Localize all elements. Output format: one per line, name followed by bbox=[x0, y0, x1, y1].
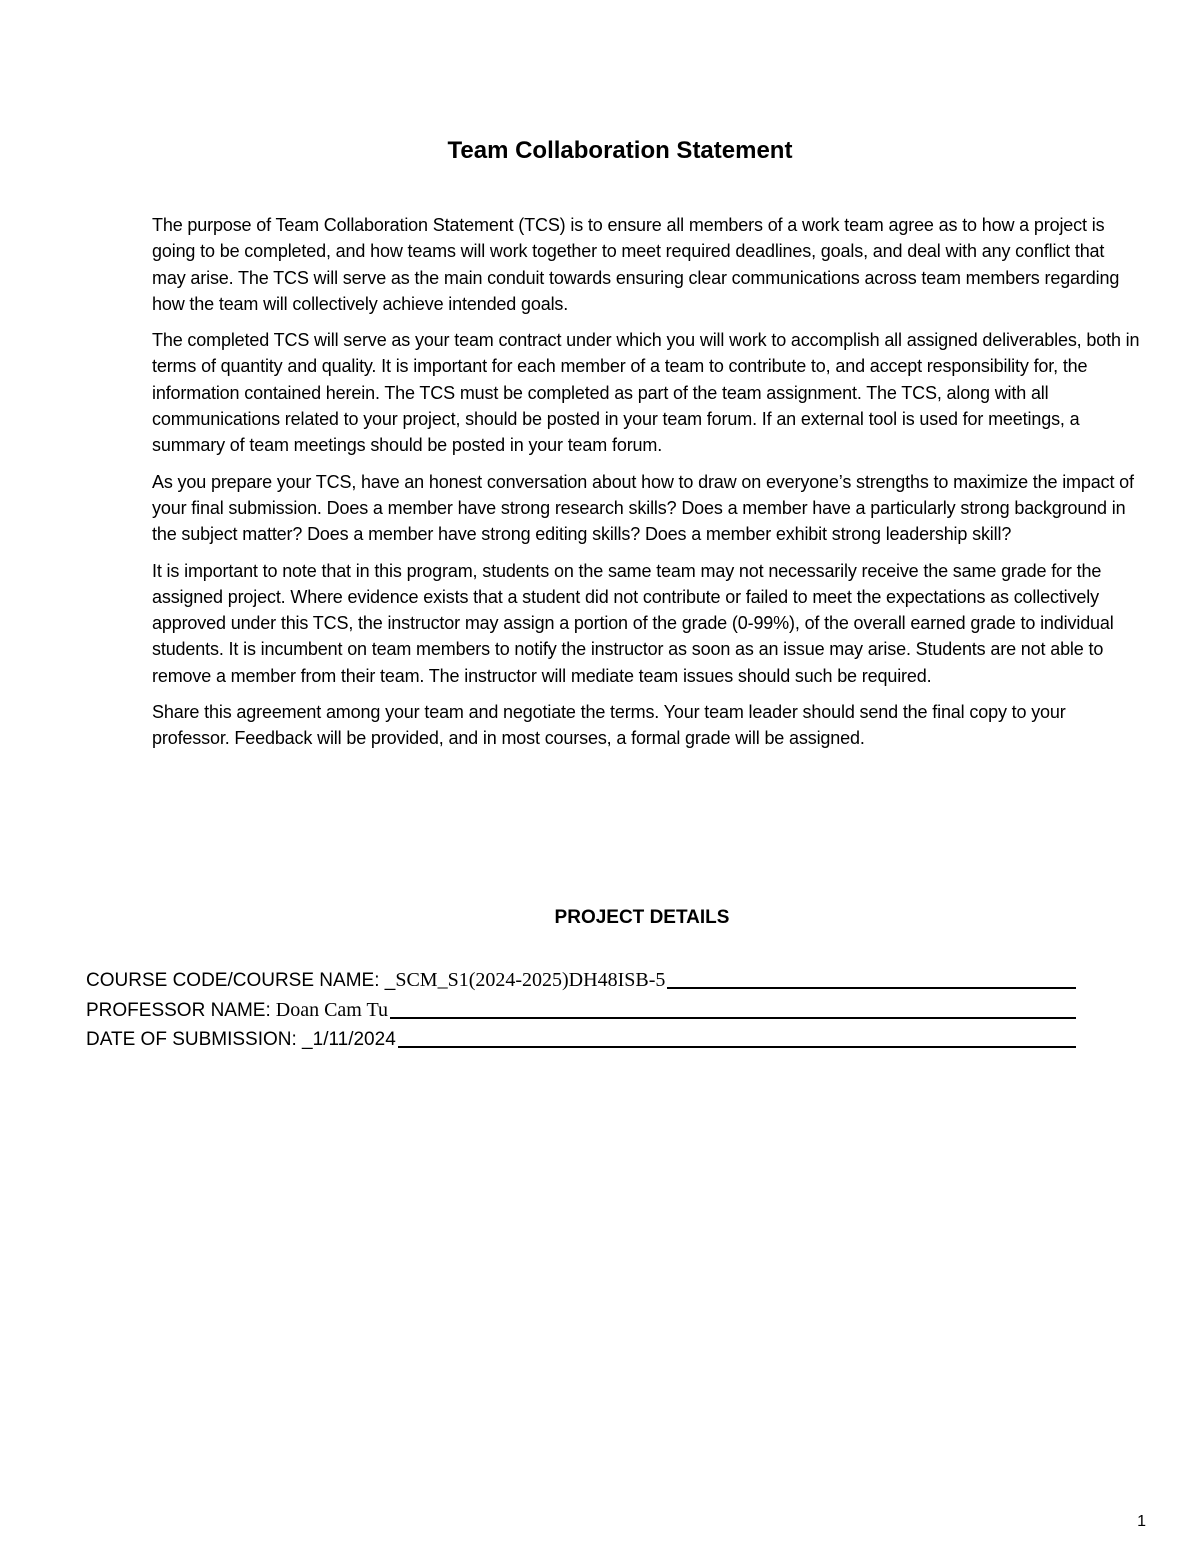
project-details-heading: PROJECT DETAILS bbox=[554, 907, 730, 928]
course-row bbox=[86, 965, 1076, 995]
course-value: SCM_S1(2024-2025)DH48ISB-5 bbox=[395, 969, 666, 991]
body-text bbox=[152, 212, 1142, 762]
date-label: DATE OF SUBMISSION: _ bbox=[86, 1029, 313, 1050]
date-value: 1/11/2024 bbox=[312, 1029, 396, 1050]
paragraph-purpose: The purpose of Team Collaboration Statement (TCS) is to ensure all members of a work team agree as to how a project is going to be completed, and how teams will work together to meet required deadlines, goals, and deal with any conflict that may arise. The TCS will serve as the main conduit towards ensuring clear communications across team members regarding how the team will collectively achieve intended goals. bbox=[152, 215, 1120, 314]
date-fill-line bbox=[398, 1046, 1076, 1048]
page-number: 1 bbox=[1137, 1513, 1146, 1530]
project-details bbox=[86, 965, 1076, 1055]
professor-fill-line bbox=[390, 1017, 1076, 1019]
course-label: COURSE CODE/COURSE NAME: _ bbox=[86, 970, 396, 991]
paragraph-strengths: As you prepare your TCS, have an honest conversation about how to draw on everyone’s strengths to maximize the impact of your final submission. Does a member have strong research skills? Does a member have a particularly strong background in the subject matter? Does a member have strong editing skills? Does a member exhibit strong leadership skill? bbox=[152, 471, 1134, 545]
professor-row bbox=[86, 995, 1076, 1025]
professor-label: PROFESSOR NAME: bbox=[86, 1000, 271, 1021]
paragraph-contract: The completed TCS will serve as your team contract under which you will work to accomplish all assigned deliverables, both in terms of quantity and quality. It is important for each member of a team to contribute to, and accept responsibility for, the information contained herein. The TCS must be completed as part of the team assignment. The TCS, along with all communications related to your project, should be posted in your team forum. If an external tool is used for meetings, a summary of team meetings should be posted in your team forum. bbox=[152, 330, 1140, 456]
professor-value: Doan Cam Tu bbox=[275, 999, 388, 1021]
paragraph-grading: It is important to note that in this program, students on the same team may not necessarily receive the same grade for the assigned project. Where evidence exists that a student did not contribute or failed to meet the expectations as collectively approved under this TCS, the instructor may assign a portion of the grade (0-99%), of the overall earned grade to individual students. It is incumbent on team members to notify the instructor as soon as an issue may arise. Students are not able to remove a member from their team. The instructor will mediate team issues should such be required. bbox=[152, 560, 1114, 686]
course-fill-line bbox=[667, 987, 1076, 989]
document-title: Team Collaboration Statement bbox=[447, 137, 793, 164]
paragraph-share: Share this agreement among your team and negotiate the terms. Your team leader should send the final copy to your professor. Feedback will be provided, and in most courses, a formal grade will be assigned. bbox=[152, 702, 1066, 749]
date-row bbox=[86, 1025, 1076, 1055]
